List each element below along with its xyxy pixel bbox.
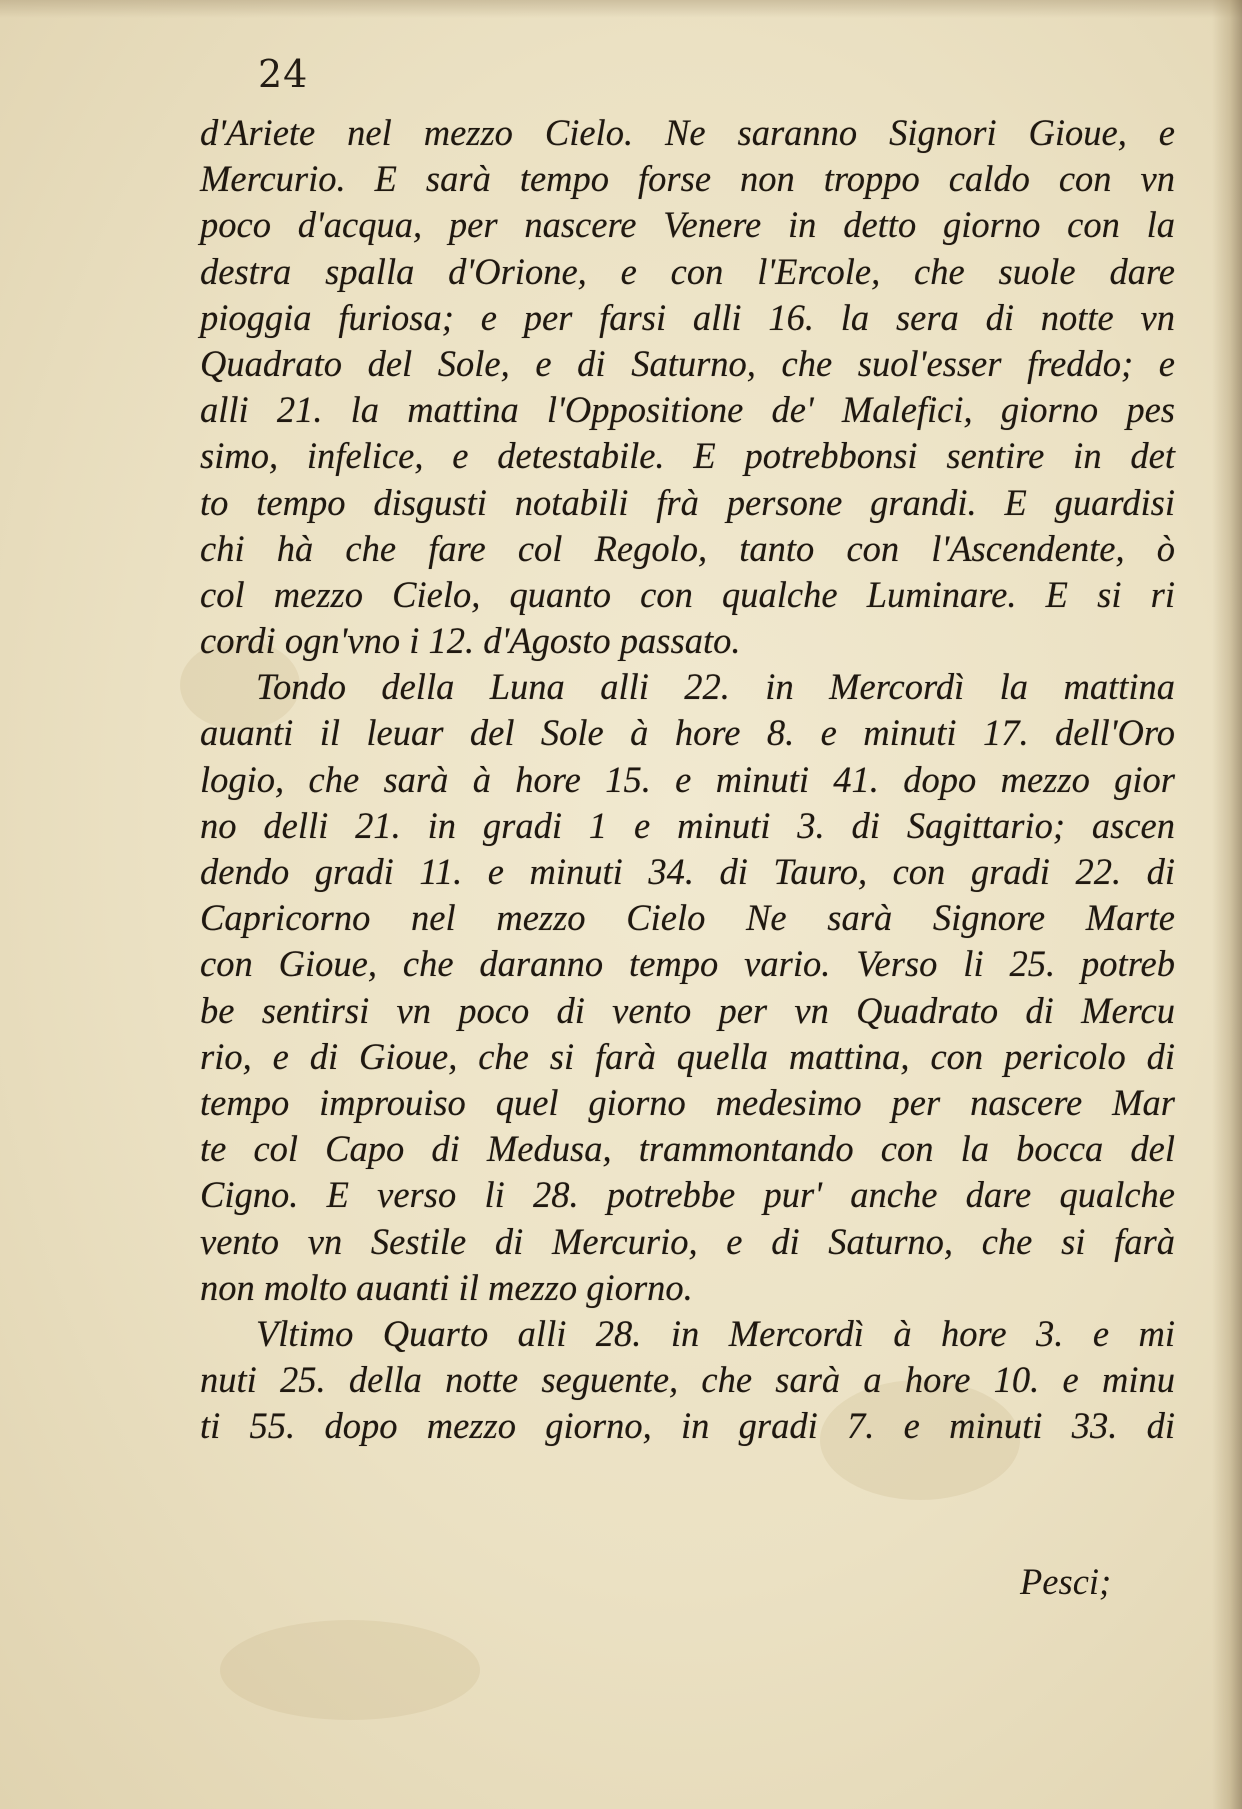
text-line: be sentirsi vn poco di vento per vn Quadrato di Mercu (200, 989, 1175, 1031)
text-line: con Gioue, che daranno tempo vario. Verso li 25. potreb (200, 943, 1175, 985)
text-line: cordi ogn'vno i 12. d'Agosto passato. (200, 620, 741, 662)
page-top-shadow (0, 0, 1242, 18)
text-line: destra spalla d'Orione, e con l'Ercole, che suole dare (200, 250, 1175, 292)
page-number: 24 (258, 52, 309, 96)
paper-stain (220, 1620, 480, 1720)
text-line: Cigno. E verso li 28. potrebbe pur' anche dare qualche (200, 1174, 1175, 1216)
text-line: Mercurio. E sarà tempo forse non troppo caldo con vn (200, 158, 1175, 200)
catchword: Pesci; (1020, 1561, 1112, 1602)
text-line: Quadrato del Sole, e di Saturno, che suol'esser freddo; e (200, 342, 1175, 384)
text-line: logio, che sarà à hore 15. e minuti 41. dopo mezzo gior (200, 758, 1175, 800)
body-text (200, 110, 1175, 1449)
text-line: alli 21. la mattina l'Oppositione de' Malefici, giorno pes (200, 389, 1175, 431)
text-line: d'Ariete nel mezzo Cielo. Ne saranno Signori Gioue, e (200, 112, 1175, 153)
text-line: nuti 25. della notte seguente, che sarà a hore 10. e minu (200, 1359, 1175, 1401)
text-line: Tondo della Luna alli 22. in Mercordì la mattina (256, 666, 1175, 708)
text-line: to tempo disgusti notabili frà persone grandi. E guardisi (200, 481, 1175, 523)
text-line: poco d'acqua, per nascere Venere in detto giorno con la (200, 204, 1175, 246)
text-line: auanti il leuar del Sole à hore 8. e minuti 17. dell'Oro (200, 712, 1175, 754)
text-line: dendo gradi 11. e minuti 34. di Tauro, con gradi 22. di (200, 851, 1175, 892)
text-line: Capricorno nel mezzo Cielo Ne sarà Signore Marte (200, 897, 1175, 939)
text-line: te col Capo di Medusa, trammontando con la bocca del (200, 1128, 1175, 1170)
text-line: pioggia furiosa; e per farsi alli 16. la sera di notte vn (200, 296, 1175, 338)
text-line: col mezzo Cielo, quanto con qualche Luminare. E si ri (200, 573, 1175, 615)
text-line: non molto auanti il mezzo giorno. (200, 1266, 693, 1308)
text-line: rio, e di Gioue, che si farà quella mattina, con pericolo di (200, 1035, 1175, 1077)
text-line: Vltimo Quarto alli 28. in Mercordì à hore 3. e mi (256, 1312, 1175, 1354)
text-line: simo, infelice, e detestabile. E potrebbonsi sentire in det (200, 435, 1175, 477)
text-line: ti 55. dopo mezzo giorno, in gradi 7. e minuti 33. di (200, 1405, 1175, 1447)
text-line: chi hà che fare col Regolo, tanto con l'Ascendente, ò (200, 527, 1175, 569)
text-line: vento vn Sestile di Mercurio, e di Saturno, che si farà (200, 1220, 1175, 1262)
page-gutter-shadow (1212, 0, 1242, 1809)
text-line: no delli 21. in gradi 1 e minuti 3. di Sagittario; ascen (200, 804, 1175, 846)
text-line: tempo improuiso quel giorno medesimo per nascere Mar (200, 1081, 1175, 1123)
